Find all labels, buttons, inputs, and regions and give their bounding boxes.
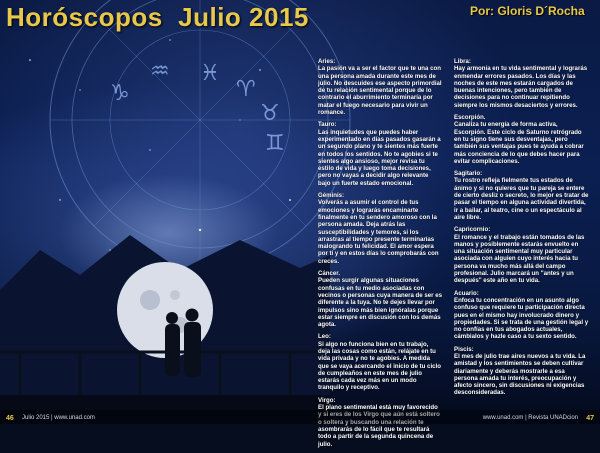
sign-name: Cáncer. [318, 270, 341, 278]
sign-text: Canaliza tu energía de forma activa, Escorpión. Este ciclo de Saturno retrógrado en tu signo tiene sus desventajas, pero también sus ventajas pues te ayuda a cobrar más conciencia de lo que debes hacer para evitar complicaciones. [454, 121, 584, 165]
pisces-glyph-icon: ♓ [200, 61, 220, 86]
sign-name: Aries: [318, 58, 336, 65]
sign-leo [318, 333, 442, 391]
horoscope-column-right [454, 58, 589, 402]
sign-name: Libra: [454, 58, 471, 65]
page-title: Horóscopos Julio 2015 [6, 2, 309, 32]
footer-right-text: www.unad.com | Revista UNADcion [482, 415, 578, 421]
sign-text: La pasión va a ser el factor que te una con una persona amada durante este mes de julio. No descuides ese aspecto primordial de tu relación sentimental porque de lo contrario el aburrimiento terminaría por matar el fuego necesario para vivir un romance. [318, 65, 442, 117]
sign-aries [318, 58, 442, 116]
sign-libra [454, 58, 589, 109]
sign-capricorn [454, 226, 589, 284]
page-number-right: 47 [586, 415, 594, 422]
sign-taurus [318, 121, 442, 187]
sign-aquarius [454, 290, 589, 341]
aquarius-glyph-icon: ♒ [150, 59, 170, 84]
sign-text: Enfoca tu concentración en un asunto algo confuso que requiere tu participación directa pues en el mismo hay involucrado dinero y propiedades. Si se trata de una gestión legal y no confías en tus abogados actuales, cámbialos y hazle caso a tu sexto sentido. [454, 296, 589, 341]
sign-text: Volverás a asumir el control de tus emociones y lograrás encaminarte finalmente en tu sendero amoroso con la persona amada. Deja atrás las susceptibilidades y temores, si los arrastras al tiempo presente terminarías malogrando tu felicidad. El amor espera por ti y en estos días lo comprobarás con creces. [318, 199, 439, 265]
sign-name: Piscis: [454, 345, 474, 353]
aries-glyph-icon: ♈ [236, 77, 256, 102]
gemini-glyph-icon: ♊ [265, 131, 285, 156]
sign-name: Virgo: [318, 396, 336, 404]
page-footer [0, 410, 600, 424]
sign-text: Si algo no funciona bien en tu trabajo, deja las cosas como están, relájate en tu vida privada y no te agobies. A medida que se vaya acercando el inicio de tu ciclo de cumpleaños en este mes de julio estarás cada vez más en un modo tranquilo y receptivo. [318, 340, 441, 392]
zodiac-wheel [50, 0, 350, 270]
horoscope-column-left [318, 58, 442, 453]
author-byline: Por: Gloris D´Rocha [470, 4, 585, 18]
sign-pisces [454, 346, 589, 397]
sign-text: Hay armonía en tu vida sentimental y lograrás enmendar errores pasados. Los días y las noches de este mes estarán cargados de buenas intenciones, pero también de decisiones para no continuar repitiendo siempre los mismos desaciertos y errores. [454, 65, 588, 109]
sign-name: Capricornio: [454, 226, 491, 234]
sign-text: El mes de julio trae aires nuevos a tu vida. La amistad y los sentimientos se deben cultivar diariamente y deberás mostrarle a esa persona amada tu interés, preocupación y afecto sincero, sin discusiones ni exigencias desconsideradas. [454, 352, 586, 397]
sign-cancer [318, 270, 442, 328]
sign-name: Escorpión. [454, 114, 486, 122]
sign-text: Las inquietudes que puedes haber experimentado en días pasados gasarán a un segundo plano y te sientes más fuerte en todos los sentidos. No te agobies si te sientes algo ansioso, mejor revisa tu estilo de vida y luego toma decisiones, pero no vayas a decidir algo relevante bajo un fuerte estado emocional. [318, 128, 441, 187]
sign-gemini [318, 192, 442, 265]
sign-name: Sagitario: [454, 170, 483, 178]
sign-text: Tu rostro refleja fielmente tus estados de ánimo y si no quieres que tu pareja se entere de cierto desliz o secreto, lo mejor es tratar de pasar el tiempo en alguna actividad divertida, ir a bailar, al teatro, cine o un espectáculo al aire libre. [454, 177, 589, 221]
sign-text: El romance y el trabajo están tomados de las manos y posiblemente estarás envuelto en una situación sentimental muy particular asociada con alguien cuyo interés hacia tu persona va mucho más allá del campo profesional. Julio marcará un "antes y un después" este año en tu vida. [454, 233, 585, 285]
sign-text: El plano sentimental está muy favorecido y si eres de los Virgo que aún está soltero o soltera y buscando una relación te asombrarás de lo fácil que te resultará todo a partir de la segunda quincena de julio. [318, 404, 440, 448]
capricorn-glyph-icon: ♑ [110, 81, 130, 106]
taurus-glyph-icon: ♉ [260, 101, 280, 126]
sign-sagittarius [454, 170, 589, 221]
sign-scorpio [454, 114, 589, 165]
footer-left-text: Julio 2015 | www.unad.com [22, 415, 95, 421]
sign-name: Géminis: [318, 192, 345, 200]
sign-name: Leo: [318, 333, 331, 341]
sign-text: Pueden surgir algunas situaciones confusas en tu medio asociadas con vecinos o personas cuya manera de ser es diferente a la tuya. No te dejes llevar por impulsos sino más bien ignóralas porque estar siempre en discusión con los demás agota. [318, 277, 442, 329]
zodiac-glyphs [110, 59, 285, 156]
page-number-left: 46 [6, 415, 14, 422]
sign-name: Tauro: [318, 121, 337, 129]
sign-name: Acuario: [454, 289, 479, 297]
